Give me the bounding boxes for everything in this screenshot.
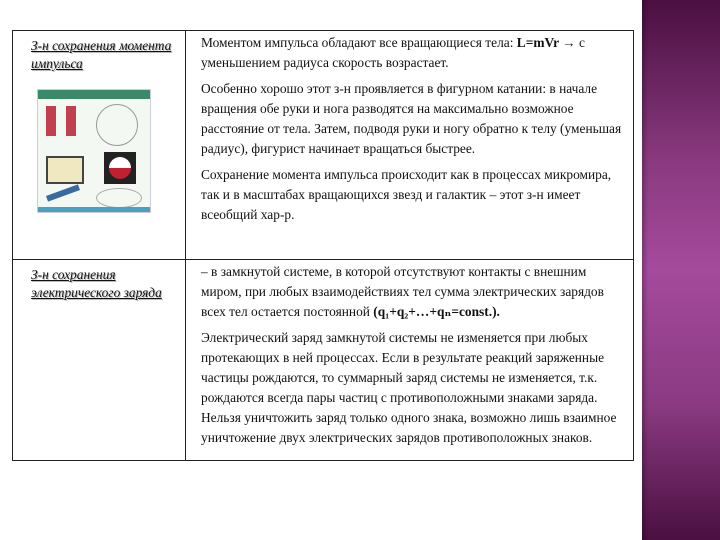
decorative-side-panel bbox=[642, 0, 720, 540]
row-heading: З-н сохранения электрического заряда bbox=[31, 267, 162, 300]
paragraph: Электрический заряд замкнутой системы не изменяется при любых протекающих в ней процессах. Если в результате реакций заряженные частицы рождаются, то суммарный заряд системы не изменяется, т.к. рождаются всегда пары частиц с противоположными знаками заряда. Нельзя уничтожить заряд только одного знака, возможно лишь взаимное уничтожение двух электрических зарядов противоположных знаков. bbox=[201, 330, 617, 445]
paragraph-text: Моментом импульса обладают все вращающиеся тела: bbox=[201, 35, 517, 50]
paragraph-text: – в замкнутой системе, в которой отсутствуют контакты с внешним миром, при любых взаимодействиях тел сумма электрических зарядов всех тел остается постоянной bbox=[201, 264, 604, 319]
row-heading-cell bbox=[13, 260, 186, 461]
conservation-laws-table bbox=[12, 30, 634, 461]
row-heading: З-н сохранения момента импульса bbox=[31, 38, 172, 71]
paragraph-text: с уменьшением радиуса скорость возрастает. bbox=[201, 35, 585, 70]
row-heading-cell bbox=[13, 31, 186, 260]
table-row bbox=[13, 31, 634, 260]
paragraph: Сохранение момента импульса происходит как в процессах микромира, так и в масштабах вращающихся звезд и галактик – этот з-н имеет всеобщий хар-р. bbox=[201, 167, 612, 222]
row-content-cell bbox=[186, 260, 634, 461]
angular-momentum-illustration bbox=[37, 89, 151, 213]
row-content-cell bbox=[186, 31, 634, 260]
formula: (q₁+q₂+…+qₙ=const.). bbox=[373, 304, 500, 319]
paragraph bbox=[201, 33, 629, 73]
formula: L=mVr → bbox=[516, 35, 576, 50]
paragraph: Особенно хорошо этот з-н проявляется в фигурном катании: в начале вращения обе руки и нога разводятся на максимально возможное расстояние от тела. Затем, подводя руки и ногу обратно к телу (уменьшая радиус), фигурист начинает вращаться быстрее. bbox=[201, 81, 622, 156]
paragraph bbox=[201, 262, 629, 322]
table-row bbox=[13, 260, 634, 461]
